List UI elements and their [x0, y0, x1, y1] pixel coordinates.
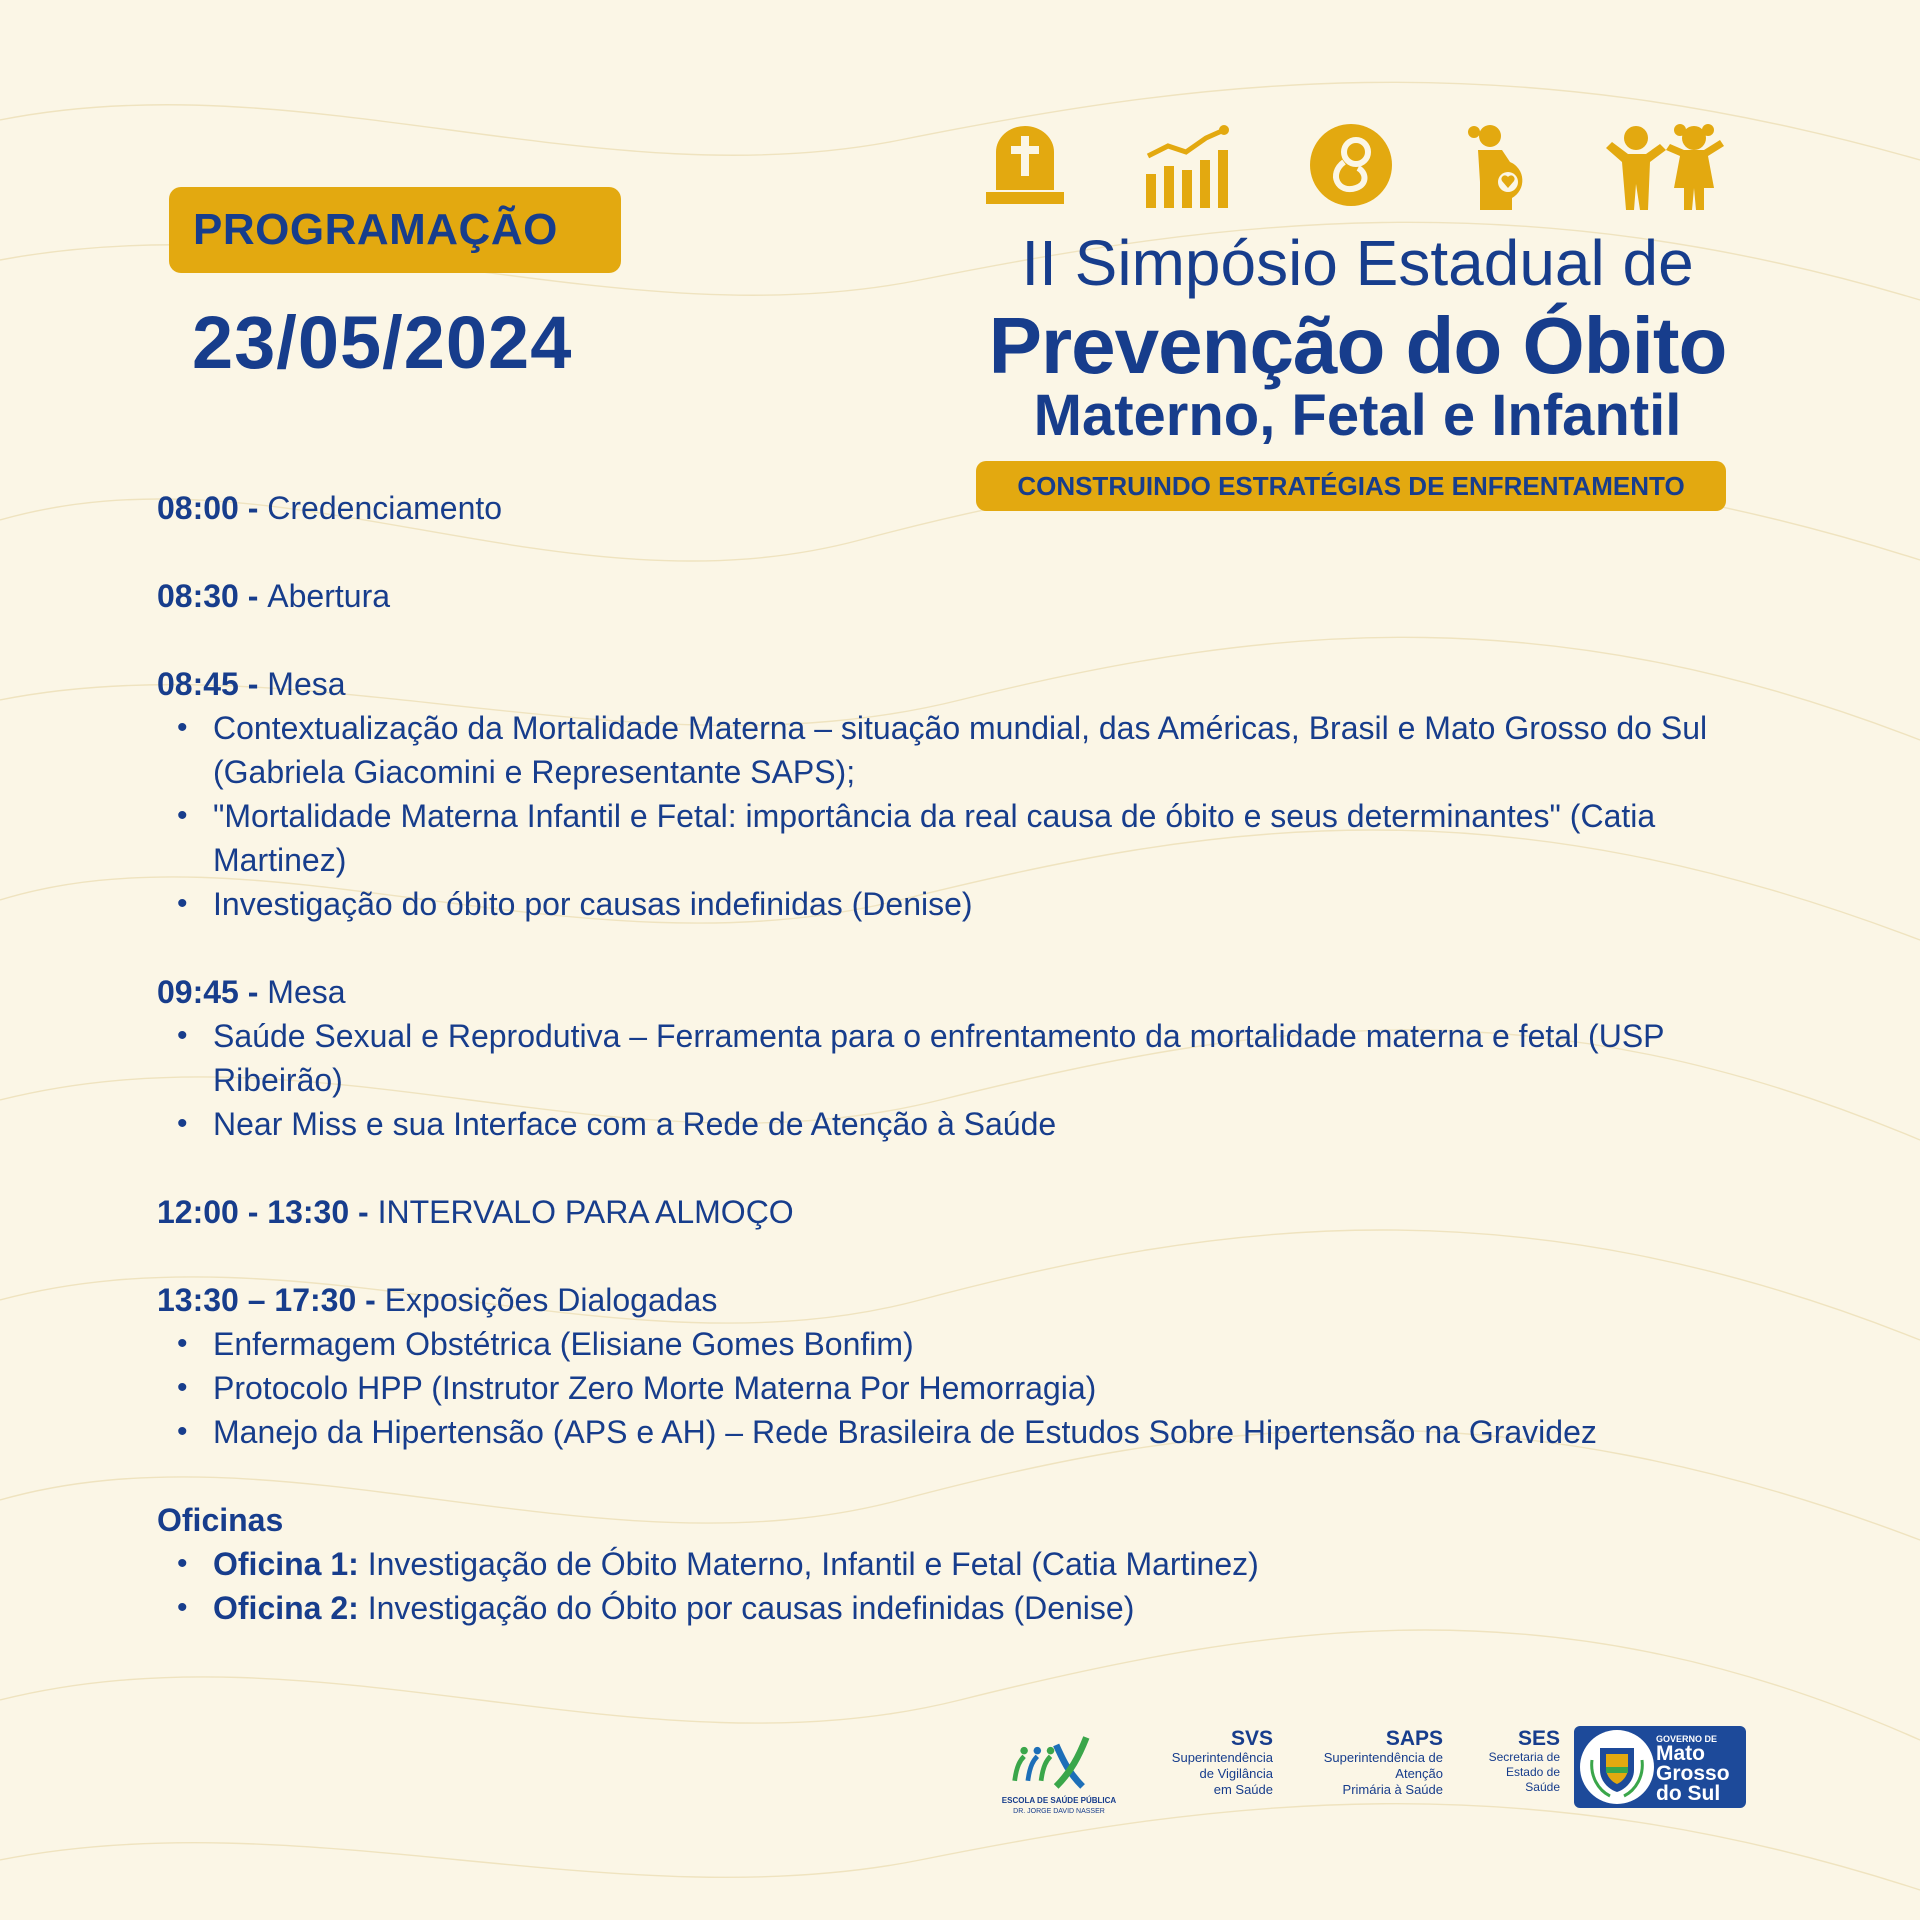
pregnant-woman-icon	[1464, 122, 1534, 212]
governo-ms-logo	[1574, 1726, 1746, 1808]
schedule-slot: 08:45 - Mesa • Contextualização da Mortalidade Materna – situação mundial, das Américas, Brasil e Mato Grosso do Sul (Gabriela Giacomini e Representante SAPS); • "Mortalidade Materna Infantil e Fetal: importância da real causa de óbito e seus determinantes" (Catia Martinez) • Investigação do óbito por causas indefinidas (Denise)	[157, 662, 1777, 926]
gov-name	[1656, 1744, 1730, 1804]
slot-time: 09:45	[157, 974, 239, 1010]
svs-abbr: SVS	[1230, 1727, 1273, 1750]
svs-line: em Saúde	[1213, 1782, 1273, 1797]
schedule-slot: 13:30 – 17:30 - Exposições Dialogadas • Enfermagem Obstétrica (Elisiane Gomes Bonfim) • Protocolo HPP (Instrutor Zero Morte Materna Por Hemorragia) • Manejo da Hipertensão (APS e AH) – Rede Brasileira de Estudos Sobre Hipertensão na Gravidez	[157, 1278, 1777, 1454]
header-icons	[980, 122, 1735, 212]
list-item	[213, 1542, 1777, 1586]
title-line-1: II Simpósio Estadual de	[1021, 227, 1694, 299]
tagline-text: CONSTRUINDO ESTRATÉGIAS DE ENFRENTAMENTO	[1017, 470, 1685, 501]
list-item: • Near Miss e sua Interface com a Rede de Atenção à Saúde	[213, 1102, 1777, 1146]
bar-chart-icon	[1142, 122, 1232, 212]
esp-subname: DR. JORGE DAVID NASSER	[1013, 1808, 1105, 1815]
list-item: • Contextualização da Mortalidade Materna – situação mundial, das Américas, Brasil e Mato Grosso do Sul (Gabriela Giacomini e Representante SAPS);	[213, 706, 1777, 794]
list-item: • Protocolo HPP (Instrutor Zero Morte Materna Por Hemorragia)	[213, 1366, 1777, 1410]
programacao-label: PROGRAMAÇÃO	[193, 205, 558, 254]
schedule-slot: 08:00 - Credenciamento	[157, 490, 503, 526]
slot-title: Abertura	[267, 578, 391, 614]
ses-abbr: SES	[1517, 1727, 1560, 1750]
schedule-slot: 12:00 - 13:30 - INTERVALO PARA ALMOÇO	[157, 1194, 794, 1230]
workshop-text: Investigação do Óbito por causas indefinidas (Denise)	[367, 1590, 1135, 1626]
workshop-text: Investigação de Óbito Materno, Infantil e Fetal (Catia Martinez)	[367, 1546, 1259, 1582]
programacao-badge	[169, 187, 621, 273]
list-item: • Manejo da Hipertensão (APS e AH) – Rede Brasileira de Estudos Sobre Hipertensão na Gravidez	[213, 1410, 1777, 1454]
gov-line: do Sul	[1656, 1782, 1721, 1805]
list-item: • "Mortalidade Materna Infantil e Fetal: importância da real causa de óbito e seus determinantes" (Catia Martinez)	[213, 794, 1777, 882]
slot-time: 08:00	[157, 490, 239, 526]
esp-name: ESCOLA DE SAÚDE PÚBLICA	[1001, 1796, 1117, 1805]
slot-items	[157, 706, 1777, 926]
slot-time: 13:30 – 17:30	[157, 1282, 357, 1318]
gov-top: GOVERNO DE	[1656, 1734, 1718, 1744]
svs-line: Superintendência	[1171, 1750, 1273, 1765]
svs-logo	[1135, 1728, 1273, 1798]
workshops	[157, 1498, 1777, 1630]
slot-time: 08:30	[157, 578, 239, 614]
esp-logo-icon	[1000, 1728, 1118, 1794]
schedule	[157, 486, 1777, 1674]
saps-logo	[1280, 1728, 1443, 1798]
esp-logo	[1000, 1728, 1118, 1828]
slot-title: Exposições Dialogadas	[384, 1282, 718, 1318]
list-item: • Investigação do óbito por causas indefinidas (Denise)	[213, 882, 1777, 926]
workshop-label: Oficina 1:	[213, 1546, 359, 1582]
gov-line: Grosso	[1656, 1762, 1730, 1785]
slot-items	[157, 1014, 1777, 1146]
ses-line: Saúde	[1525, 1780, 1560, 1794]
workshop-items	[157, 1542, 1777, 1630]
list-item: • Enfermagem Obstétrica (Elisiane Gomes Bonfim)	[213, 1322, 1777, 1366]
footer-logos	[1000, 1720, 1760, 1830]
title-line-2: Prevenção do Óbito	[988, 301, 1727, 390]
title-line-3: Materno, Fetal e Infantil	[1033, 383, 1682, 448]
schedule-slot: 08:30 - Abertura	[157, 578, 391, 614]
grave-cross-icon	[982, 122, 1068, 208]
slot-title: INTERVALO PARA ALMOÇO	[377, 1194, 794, 1230]
saps-line: Atenção	[1395, 1766, 1443, 1781]
saps-abbr: SAPS	[1385, 1727, 1443, 1750]
svs-line: de Vigilância	[1199, 1766, 1273, 1781]
ses-line: Estado de	[1505, 1765, 1560, 1779]
gov-line: Mato	[1656, 1742, 1705, 1765]
saps-line: Superintendência de	[1323, 1750, 1443, 1765]
schedule-slot: 09:45 - Mesa • Saúde Sexual e Reprodutiva – Ferramenta para o enfrentamento da mortalidade materna e fetal (USP Ribeirão) • Near Miss e sua Interface com a Rede de Atenção à Saúde	[157, 970, 1777, 1146]
slot-time: 08:45	[157, 666, 239, 702]
list-item	[213, 1586, 1777, 1630]
children-icon	[1600, 122, 1730, 212]
slot-items	[157, 1322, 1777, 1454]
list-item: • Saúde Sexual e Reprodutiva – Ferramenta para o enfrentamento da mortalidade materna e fetal (USP Ribeirão)	[213, 1014, 1777, 1102]
state-crest-icon	[1580, 1730, 1654, 1804]
event-date: 23/05/2024	[192, 301, 573, 384]
workshops-heading: Oficinas	[157, 1502, 284, 1538]
ses-line: Secretaria de	[1488, 1750, 1560, 1764]
workshop-label: Oficina 2:	[213, 1590, 359, 1626]
slot-title: Credenciamento	[267, 490, 503, 526]
slot-title: Mesa	[267, 666, 346, 702]
saps-line: Primária à Saúde	[1342, 1782, 1443, 1797]
slot-title: Mesa	[267, 974, 346, 1010]
ses-logo	[1455, 1728, 1560, 1795]
fetus-icon	[1308, 122, 1394, 208]
slot-time: 12:00 - 13:30	[157, 1194, 350, 1230]
